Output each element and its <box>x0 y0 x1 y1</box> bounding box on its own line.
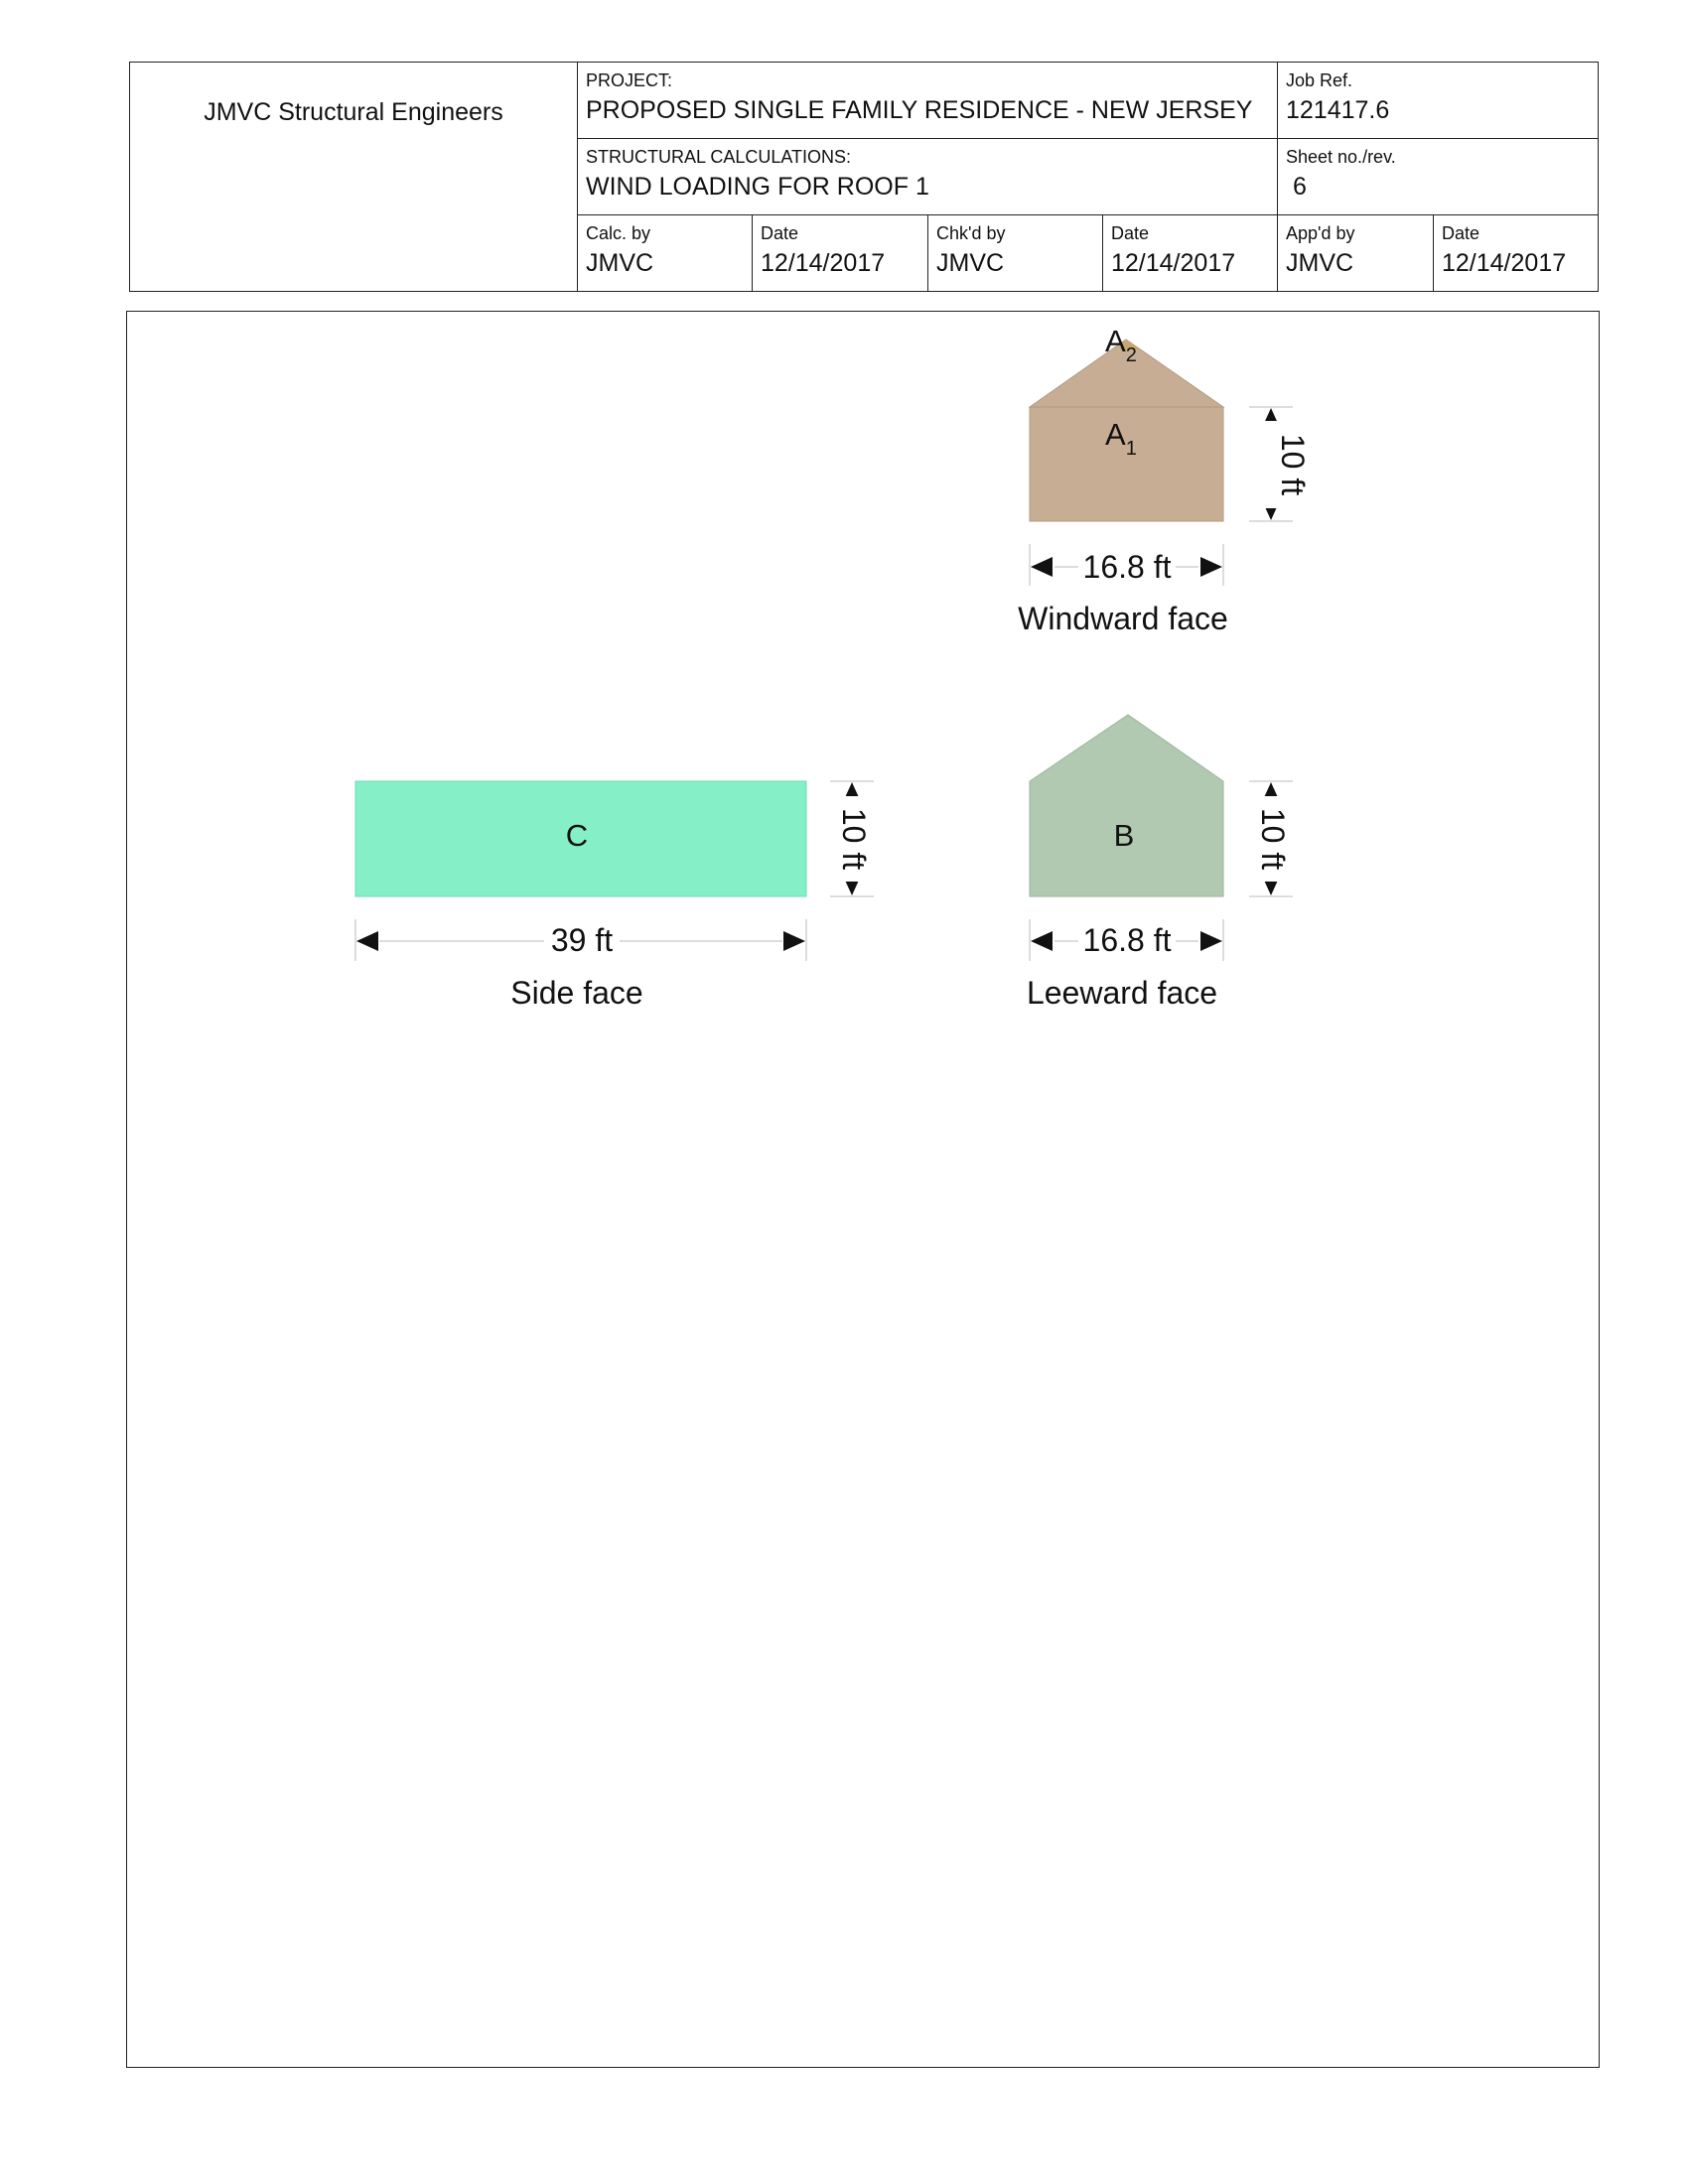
leeward-height-label: 10 ft <box>1255 807 1291 871</box>
appd-by-value: JMVC <box>1286 249 1354 277</box>
leeward-height-dimension <box>1249 781 1293 896</box>
leeward-width-dimension <box>1030 919 1223 961</box>
sheet-label: Sheet no./rev. <box>1286 147 1396 167</box>
calc-by-value: JMVC <box>586 249 654 277</box>
windward-zone-a1-label: $A_1$ <box>1105 417 1137 460</box>
windward-height-dimension <box>1249 407 1311 521</box>
windward-height-label: 10 ft <box>1275 433 1311 496</box>
calcs-label: STRUCTURAL CALCULATIONS: <box>586 147 852 167</box>
windward-width-dimension <box>1030 544 1223 586</box>
side-zone-c-label: C <box>565 818 589 853</box>
chkd-date-label: Date <box>1111 223 1150 243</box>
windward-zone-a2-label: $A_2$ <box>1105 324 1137 366</box>
project-value: PROPOSED SINGLE FAMILY RESIDENCE - NEW JERSEY <box>586 96 1253 124</box>
appd-date-label: Date <box>1442 223 1480 243</box>
calc-date-value: 12/14/2017 <box>761 249 886 277</box>
calc-by-label: Calc. by <box>586 223 651 243</box>
windward-face-label: Windward face <box>1018 601 1228 636</box>
windward-width-label: 16.8 ft <box>1082 549 1172 585</box>
calcs-value: WIND LOADING FOR ROOF 1 <box>586 173 929 201</box>
project-label: PROJECT: <box>586 70 673 90</box>
appd-by-label: App'd by <box>1286 223 1355 243</box>
side-width-label: 39 ft <box>550 922 614 958</box>
sheet-value: 6 <box>1286 173 1307 201</box>
side-height-label: 10 ft <box>836 807 872 871</box>
side-face-label: Side face <box>510 975 643 1011</box>
side-face <box>355 781 874 1011</box>
job-ref-label: Job Ref. <box>1286 70 1353 90</box>
calc-date-label: Date <box>761 223 799 243</box>
appd-date-value: 12/14/2017 <box>1442 249 1567 277</box>
windward-face <box>1018 324 1311 636</box>
leeward-zone-b-label: B <box>1113 818 1135 853</box>
chkd-date-value: 12/14/2017 <box>1111 249 1236 277</box>
leeward-face <box>1027 715 1293 1011</box>
side-height-dimension <box>830 781 874 896</box>
side-width-dimension <box>355 919 806 961</box>
chkd-by-label: Chk'd by <box>936 223 1006 243</box>
leeward-zone-b-shape <box>1030 715 1223 896</box>
chkd-by-value: JMVC <box>936 249 1005 277</box>
leeward-face-label: Leeward face <box>1026 975 1218 1011</box>
leeward-width-label: 16.8 ft <box>1082 922 1172 958</box>
windward-zone-a1-shape <box>1030 407 1223 521</box>
job-ref-value: 121417.6 <box>1286 96 1390 124</box>
company-name: JMVC Structural Engineers <box>204 98 503 126</box>
